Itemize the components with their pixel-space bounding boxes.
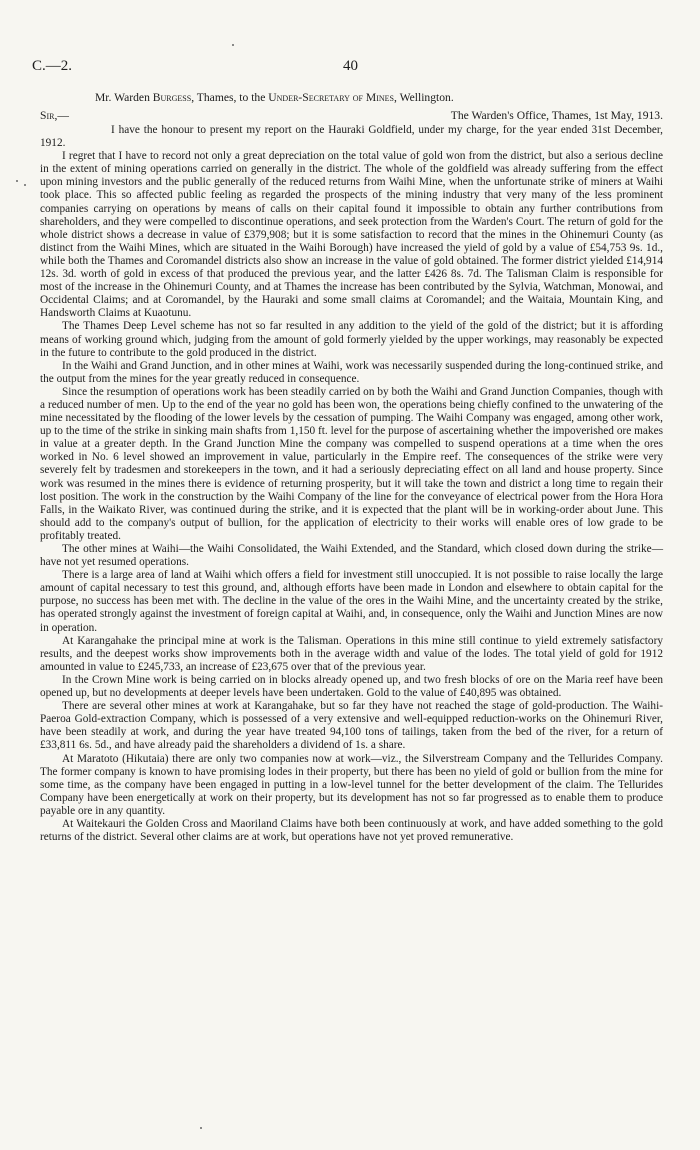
paragraph: At Waitekauri the Golden Cross and Maoriland Claims have both been continuously at work, and have added something to the gold returns of the district. Several other claims are at work, but operations have not yet proved remunerative. [40,817,663,844]
title-recipient: Under-Secretary of Mines [268,91,394,104]
paragraph: At Maratoto (Hikutaia) there are only two companies now at work—viz., the Silverstream Company and the Tellurides Company. The former company is known to have promising lodes in their property, but there has been no yield of gold or bullion from the mine for some time, as the company have been engaged in putting in a low-level tunnel for the better development of the claim. The Tellurides Company have been energetically at work on their property, but its development has not so far progressed as to enable them to produce payable ore in any quantity. [40,752,663,817]
paragraph: At Karangahake the principal mine at work is the Talisman. Operations in this mine still continue to yield extremely satisfactory results, and the deepest works show improvements both in the average width and value of the lodes. The total yield of gold for 1912 amounted in value to £245,733, an increase of £23,675 over that of the previous year. [40,634,663,673]
document-reference: C.—2. [32,58,73,74]
paragraph: There is a large area of land at Waihi which offers a field for investment still unoccupied. It is not possible to raise locally the large amount of capital necessary to test this ground, and, although efforts have been made in London and elsewhere to obtain capital for the purpose, no success has been met with. The decline in the value of the ores in the Waihi Mine, and the uncertainty created by the strike, has operated strongly against the investment of foreign capital at Waihi, and, in consequence, only the Waihi and Junction Mines are now in operation. [40,569,663,634]
letter-title [95,91,655,104]
paragraph: I have the honour to present my report on the Hauraki Goldfield, under my charge, for the year ended 31st December, 1912. [40,124,663,150]
title-prefix: Mr. Warden [95,91,153,104]
paragraph: In the Crown Mine work is being carried on in blocks already opened up, and two fresh blocks of ore on the Maria reef have been opened up, but no developments at deeper levels have been undertaken. Gold to the value of £40,895 was obtained. [40,673,663,700]
title-middle: , Thames, to the [191,91,269,104]
report-body [40,124,663,844]
paragraph: I regret that I have to record not only a great depreciation on the total value of gold won from the district, but also a serious decline in the extent of mining operations carried on generally in the district. The whole of the goldfield was already suffering from the effect upon mining investors and the public generally of the reduced returns from Waihi Mine, when the unfortunate strike of miners at Waihi took place. This so affected public feeling as regarded the prospects of the mining industry that very many of the less prominent companies carrying on operations by means of calls on their capital found it impossible to obtain any further contributions from shareholders, and they were compelled to discontinue operations, and seek protection from the Warden's Court. The return of gold for the whole district shows a decrease in value of £379,908; but it is some satisfaction to record that the mines in the Ohinemuri County (as distinct from the Waihi Mines, which are situated in the Waihi Borough) have increased the yield of gold by a value of £54,753 9s. 1d., while both the Thames and Coromandel districts also show an increase in the value of gold obtained. The former district yielded £14,914 12s. 3d. worth of gold in excess of that produced the previous year, and the latter £426 8s. 7d. The Talisman Claim is responsible for most of the increase in the Ohinemuri County, and at Thames the increase has been contributed by the Sylvia, Watchman, Monowai, and Occidental Claims; and at Coromandel, by the Hauraki and some small claims at Coromandel; and the Waitaia, Mountain King, and Handsworth Claims at Kuaotunu. [40,150,663,320]
paragraph: There are several other mines at work at Karangahake, but so far they have not reached the stage of gold-production. The Waihi-Paeroa Gold-extraction Company, which is possessed of a very extensive and well-equipped reduction-works on the Ohinemuri River, have been steadily at work, and during the year have treated 94,100 tons of tailings, taken from the bed of the river, for a return of £33,811 6s. 5d., and have already paid the shareholders a dividend of 1s. a share. [40,700,663,752]
paragraph: Since the resumption of operations work has been steadily carried on by both the Waihi and Grand Junction Companies, though with a reduced number of men. Up to the end of the year no gold has been won, the operations being chiefly confined to the unwatering of the mine necessitated by the flooding of the lower levels by the cessation of pumping. The Waihi Company was engaged, among other work, up to the time of the strike in sinking main shafts from 1,150 ft. level for the purpose of ascertaining whether the impoverished ore makes in value at a greater depth. In the Grand Junction Mine the company was compelled to suspend operations at a time when the ores worked in No. 6 level showed an improvement in value, particularly in the Empire reef. The consequences of the strike were very severely felt by tradesmen and storekeepers in the town, and it had a seriously depreciating effect on all land and house property. Since work was resumed in the mines there is evidence of returning prosperity, but it will take the town and district a long time to regain their lost position. The work in the construction by the Waihi Company of the line for the conveyance of electrical power from the Hora Hora Falls, in the Waikato River, was continued during the strike, and it is expected that the plant will be in working-order about June. This should add to the company's output of bullion, for the application of electricity to their works will enable ores of low grade to be profitably treated. [40,385,663,542]
scan-speck [16,180,18,182]
paragraph: The Thames Deep Level scheme has not so far resulted in any addition to the yield of the gold of the district; but it is affording means of working ground which, judging from the amount of gold formerly yielded by the upper workings, may reasonably be expected in the future to contribute to the gold produced in the district. [40,320,663,359]
salutation: Sir,— [40,109,69,122]
salutation-row [40,109,663,123]
dateline: The Warden's Office, Thames, 1st May, 1913. [450,109,663,122]
page-number: 40 [343,58,358,74]
scan-speck [232,44,234,46]
scan-speck [200,1127,202,1129]
scan-speck [24,184,26,186]
title-author-name: Burgess [152,91,192,104]
paragraph: The other mines at Waihi—the Waihi Consolidated, the Waihi Extended, and the Standard, which closed down during the strike—have not yet resumed operations. [40,543,663,569]
paragraph: In the Waihi and Grand Junction, and in other mines at Waihi, work was necessarily suspended during the long-continued strike, and the output from the mines for the year greatly reduced in consequence. [40,359,663,385]
title-suffix: , Wellington. [394,91,454,104]
